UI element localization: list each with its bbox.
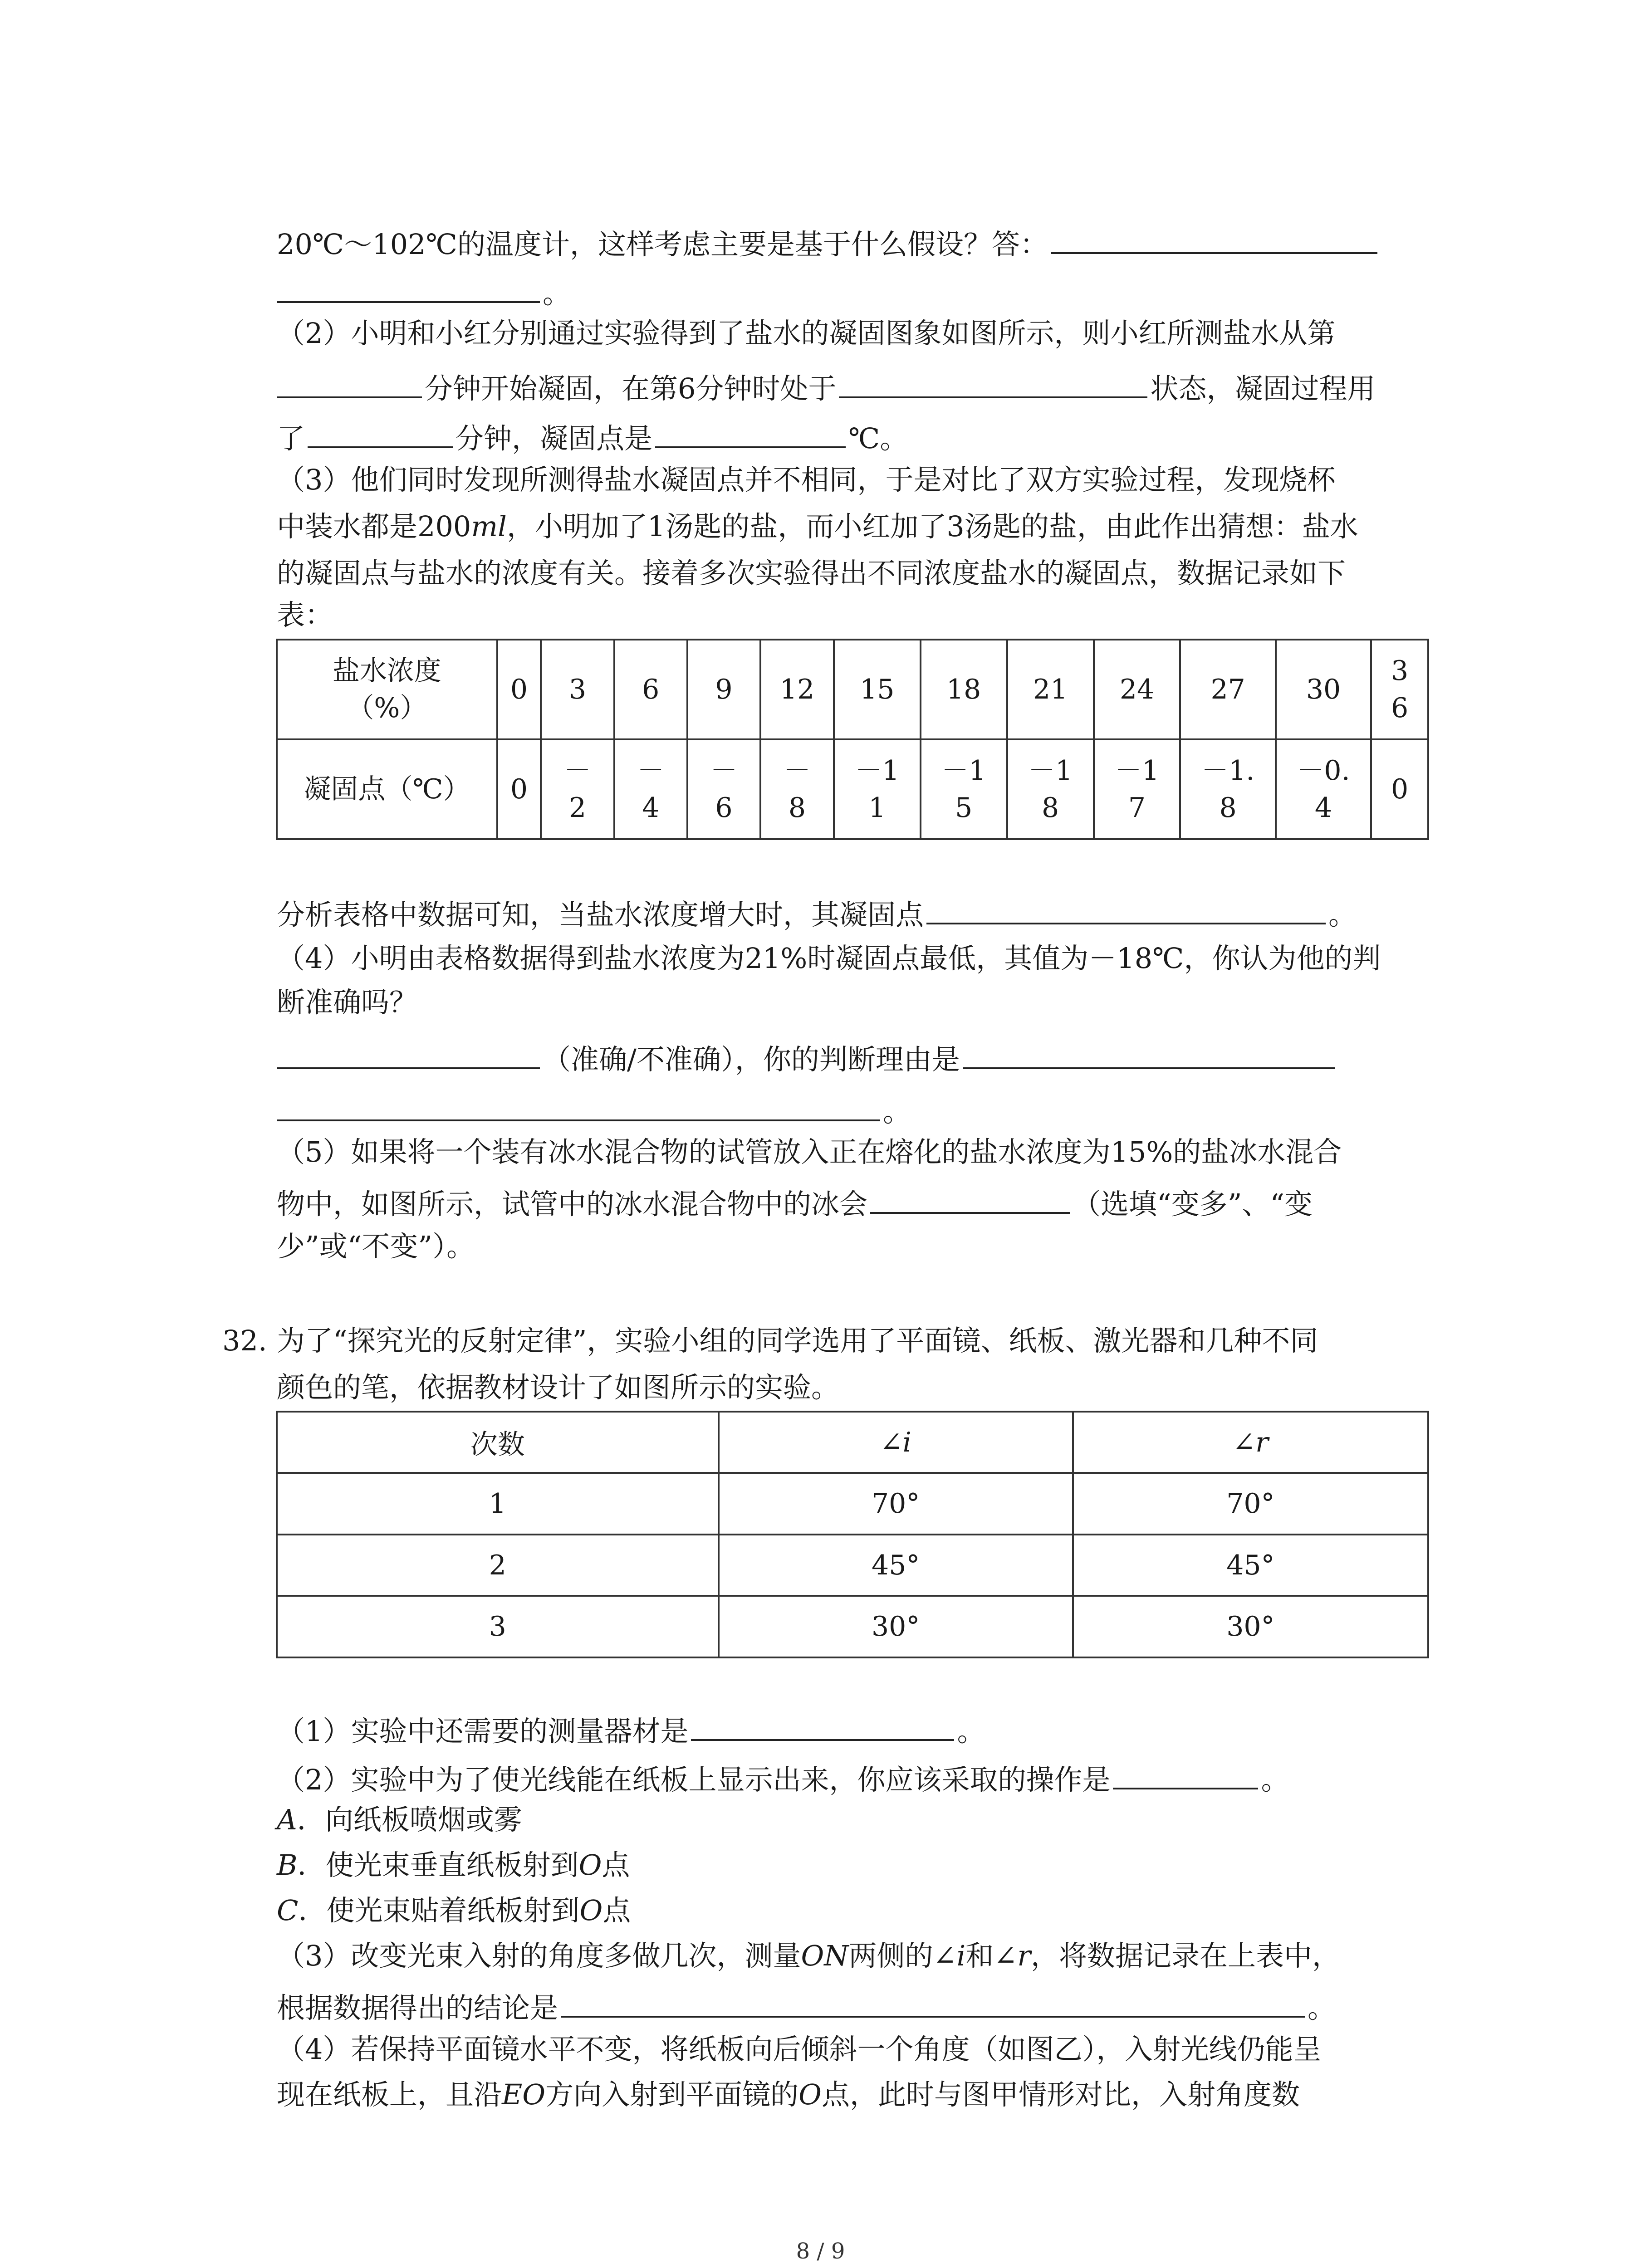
answer-blank[interactable] — [691, 1709, 954, 1741]
text: 20℃～102℃的温度计，这样考虑主要是基于什么假设？答： — [277, 228, 1048, 261]
answer-blank[interactable] — [1113, 1758, 1258, 1789]
table-header-cell: 盐水浓度 （%） — [277, 640, 497, 739]
text-line: （2）实验中为了使光线能在纸板上显示出来，你应该采取的操作是 。 — [277, 1758, 1289, 1798]
text-line: （4）小明由表格数据得到盐水浓度为21%时凝固点最低，其值为－18℃，你认为他的判 — [277, 942, 1381, 975]
table-header-cell: ∠i — [719, 1412, 1073, 1473]
table-cell: 30° — [1073, 1596, 1428, 1657]
text-line: 。 — [277, 1090, 911, 1130]
answer-blank[interactable] — [870, 1182, 1070, 1214]
text-line: 物中，如图所示，试管中的冰水混合物中的冰会 （选填“变多”、“变 — [277, 1182, 1313, 1222]
text-line: （5）如果将一个装有冰水混合物的试管放入正在熔化的盐水浓度为15%的盐冰水混合 — [277, 1135, 1342, 1168]
option-a[interactable]: A．向纸板喷烟或雾 — [277, 1803, 522, 1836]
text-line: 分析表格中数据可知，当盐水浓度增大时，其凝固点 。 — [277, 893, 1357, 933]
question-number: 32. — [222, 1324, 267, 1357]
text-line: （4）若保持平面镜水平不变，将纸板向后倾斜一个角度（如图乙），入射光线仍能呈 — [277, 2033, 1322, 2066]
table-cell: 70° — [1073, 1473, 1428, 1535]
table-cell: 18 — [921, 640, 1007, 739]
table-cell: － 2 — [541, 739, 614, 839]
table-cell: 30 — [1276, 640, 1371, 739]
table-row — [277, 1535, 1428, 1596]
answer-blank[interactable] — [277, 271, 540, 303]
text-line: 表： — [277, 598, 333, 631]
table-cell: 3 — [277, 1596, 719, 1657]
text-line: 为了“探究光的反射定律”，实验小组的同学选用了平面镜、纸板、激光器和几种不同 — [277, 1324, 1318, 1357]
table-header-cell: 凝固点（℃） — [277, 739, 497, 839]
text-line: （准确/不准确），你的判断理由是 — [277, 1037, 1337, 1078]
table-cell: －1 1 — [834, 739, 921, 839]
table-cell: 12 — [760, 640, 834, 739]
table-row — [277, 1473, 1428, 1535]
table-cell: 0 — [497, 640, 541, 739]
text-line: （3）他们同时发现所测得盐水凝固点并不相同，于是对比了双方实验过程，发现烧杯 — [277, 463, 1336, 496]
table-cell: 6 — [614, 640, 687, 739]
table-row — [277, 1596, 1428, 1657]
option-c[interactable]: C．使光束贴着纸板射到O点 — [277, 1894, 631, 1927]
text-line: 分钟开始凝固，在第6分钟时处于 状态，凝固过程用 — [277, 367, 1375, 407]
answer-blank[interactable] — [561, 1986, 1305, 2018]
table-cell: 45° — [1073, 1535, 1428, 1596]
text-line: 中装水都是200ml，小明加了1汤匙的盐，而小红加了3汤匙的盐，由此作出猜想：盐水 — [277, 510, 1358, 543]
table-cell: －0. 4 — [1276, 739, 1371, 839]
table-cell: －1 5 — [921, 739, 1007, 839]
table-cell: － 6 — [687, 739, 760, 839]
table-cell: 21 — [1007, 640, 1094, 739]
table-cell: 2 — [277, 1535, 719, 1596]
answer-blank[interactable] — [308, 416, 453, 448]
table-header-cell: ∠r — [1073, 1412, 1428, 1473]
answer-blank[interactable] — [277, 1090, 880, 1121]
table-cell: 0 — [497, 739, 541, 839]
answer-blank[interactable] — [963, 1037, 1335, 1069]
table-cell: 24 — [1094, 640, 1181, 739]
table-cell: 9 — [687, 640, 760, 739]
table-header-cell: 次数 — [277, 1412, 719, 1473]
table-cell: 30° — [719, 1596, 1073, 1657]
table-cell: 45° — [719, 1535, 1073, 1596]
answer-blank[interactable] — [926, 893, 1326, 924]
table-cell: －1. 8 — [1180, 739, 1275, 839]
table-row — [277, 1412, 1428, 1473]
text-line: 。 — [277, 271, 571, 312]
answer-blank[interactable] — [839, 367, 1147, 398]
text-line: 少”或“不变”）。 — [277, 1230, 475, 1263]
option-b[interactable]: B．使光束垂直纸板射到O点 — [277, 1848, 630, 1882]
table-cell: － 4 — [614, 739, 687, 839]
table-row — [277, 739, 1428, 839]
salt-water-table — [276, 639, 1429, 840]
table-cell: 1 — [277, 1473, 719, 1535]
text-line: 断准确吗？ — [277, 986, 418, 1019]
text-line: （2）小明和小红分别通过实验得到了盐水的凝固图象如图所示，则小红所测盐水从第 — [277, 317, 1336, 350]
page-number: 8 / 9 — [796, 2239, 845, 2264]
text-line: 根据数据得出的结论是 。 — [277, 1986, 1336, 2026]
table-cell: 70° — [719, 1473, 1073, 1535]
table-cell: 15 — [834, 640, 921, 739]
table-cell: － 8 — [760, 739, 834, 839]
table-row — [277, 640, 1428, 739]
answer-blank[interactable] — [277, 367, 422, 398]
table-cell: 3 — [541, 640, 614, 739]
text-line: 现在纸板上，且沿EO方向入射到平面镜的O点，此时与图甲情形对比，入射角度数 — [277, 2078, 1300, 2111]
answer-blank[interactable] — [655, 416, 846, 448]
text-line: （1）实验中还需要的测量器材是 。 — [277, 1709, 985, 1750]
answer-blank[interactable] — [1051, 222, 1377, 254]
table-cell: 27 — [1180, 640, 1275, 739]
table-cell: 3 6 — [1371, 640, 1428, 739]
text-line: （3）改变光束入射的角度多做几次，测量ON两侧的∠i和∠r，将数据记录在上表中， — [277, 1939, 1340, 1972]
text-line: 了 分钟，凝固点是 ℃。 — [277, 416, 908, 457]
table-cell: －1 8 — [1007, 739, 1094, 839]
reflection-angle-table — [276, 1411, 1429, 1658]
text-line — [277, 222, 1380, 263]
table-cell: 0 — [1371, 739, 1428, 839]
table-cell: －1 7 — [1094, 739, 1181, 839]
answer-blank[interactable] — [277, 1037, 540, 1069]
text-line: 颜色的笔，依据教材设计了如图所示的实验。 — [277, 1371, 840, 1404]
text-line: 的凝固点与盐水的浓度有关。接着多次实验得出不同浓度盐水的凝固点，数据记录如下 — [277, 557, 1346, 590]
